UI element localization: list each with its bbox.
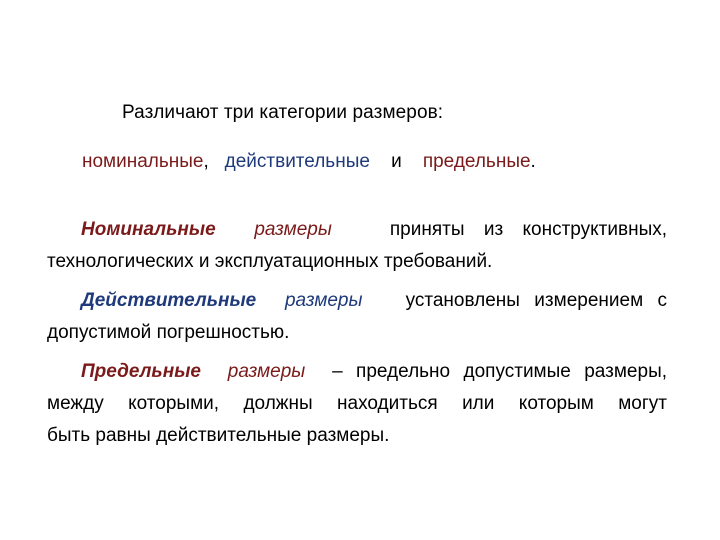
paragraph-text: установлены измерением с	[405, 290, 667, 311]
category-end: .	[530, 151, 536, 172]
category-separator: ,	[203, 151, 209, 172]
category-actual: действительные	[224, 151, 370, 172]
dash: –	[332, 361, 343, 382]
paragraph-line	[47, 214, 667, 246]
paragraph-text: технологических и эксплуатационных требований.	[47, 251, 493, 272]
paragraph-text: приняты из конструктивных,	[389, 219, 668, 240]
term-nominal: Номинальные	[81, 219, 216, 240]
intro-heading: Различают три категории размеров:	[122, 102, 444, 123]
paragraph-text: предельно допустимые размеры,	[356, 361, 668, 382]
categories-line	[82, 151, 536, 173]
paragraph-limit	[47, 356, 667, 452]
term-limit: Предельные	[81, 361, 201, 382]
term-word: размеры	[254, 219, 332, 240]
paragraph-nominal	[47, 214, 667, 278]
paragraph-actual	[47, 285, 667, 349]
category-nominal: номинальные	[82, 151, 204, 172]
paragraph-text: допустимой погрешностью.	[47, 322, 290, 343]
paragraph-text: быть равны действительные размеры.	[47, 425, 390, 446]
term-actual: Действительные	[81, 290, 257, 311]
paragraph-line	[47, 356, 667, 388]
paragraph-line	[47, 285, 667, 317]
category-and: и	[391, 151, 402, 172]
category-limit: предельные	[422, 151, 531, 172]
term-word: размеры	[227, 361, 306, 382]
paragraph-text: между которыми, должны находиться или которым могут	[47, 393, 667, 414]
term-word: размеры	[284, 290, 363, 311]
